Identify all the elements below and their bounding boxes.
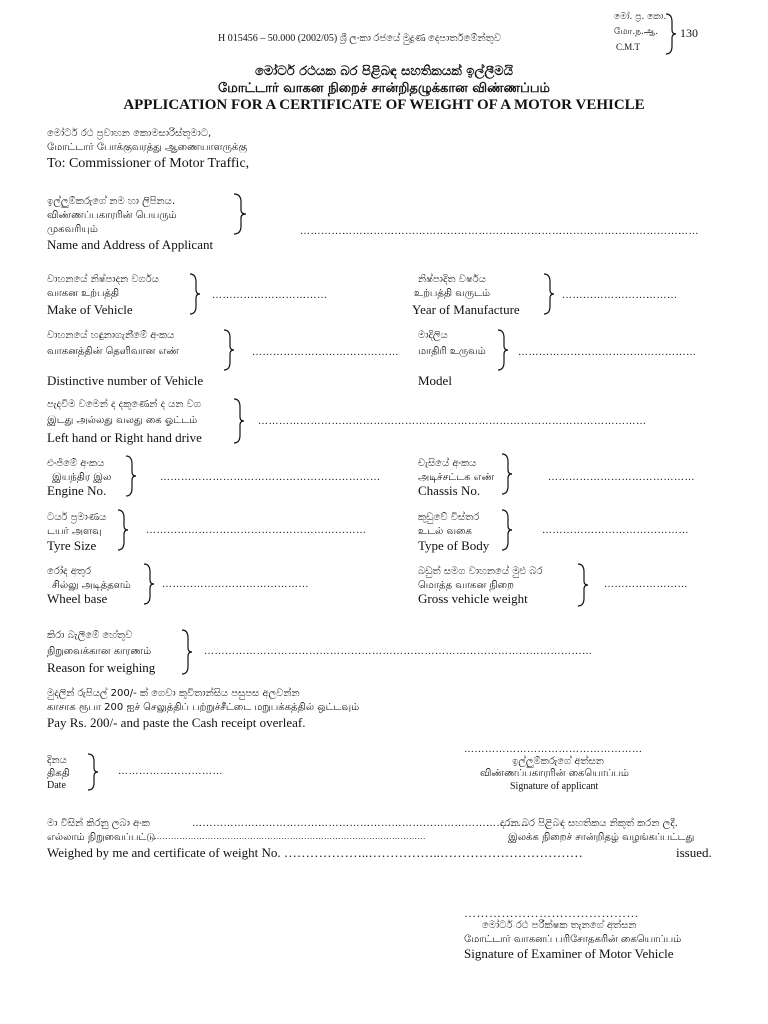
year-label-tamil: உற்பத்தி வருடம் xyxy=(414,288,491,299)
gross-label-english: Gross vehicle weight xyxy=(418,591,528,606)
office-code-sinhala: මෝ. ප්‍ර. කො. xyxy=(614,12,667,22)
name-brace xyxy=(232,192,248,236)
examiner-signature-tamil: மோட்டார் வாகனப் பரிசோதகரின் கையொப்பம் xyxy=(464,934,682,945)
tyre-field[interactable]: ……………………………………………………… xyxy=(146,525,367,536)
gross-label-tamil: மொத்த வாகன நிறை xyxy=(418,580,514,591)
tyre-brace xyxy=(116,508,130,552)
name-label-english: Name and Address of Applicant xyxy=(47,237,214,252)
reason-field[interactable]: ………………………………………………………………………………………………… xyxy=(204,646,593,657)
gross-label-sinhala: බඩුත් සමග වාහනයේ මුළු බර xyxy=(418,566,543,577)
name-label-tamil-2: முகவரியும் xyxy=(47,224,98,235)
body-field[interactable]: …………………………………… xyxy=(542,525,689,536)
distinctive-field[interactable]: …………………………………… xyxy=(252,347,399,358)
wheelbase-label-english: Wheel base xyxy=(47,591,108,606)
drive-brace xyxy=(232,397,246,445)
issued-tamil-dots: …………………………………………………………………………………… xyxy=(154,832,426,841)
payment-tamil: காசாக ரூபா 200 ஐச் செலுத்திப் பற்றுச்சீட்டை மறுபக்கத்தில் ஒட்டவும் xyxy=(47,702,360,713)
model-label-english: Model xyxy=(418,373,452,388)
year-label-english: Year of Manufacture xyxy=(412,302,520,317)
model-label-sinhala: මාදිලිය xyxy=(418,330,448,341)
payment-english: Pay Rs. 200/- and paste the Cash receipt overleaf. xyxy=(47,715,306,730)
tyre-label-tamil: டயர் அளவு xyxy=(47,526,102,537)
date-label-english: Date xyxy=(47,780,66,791)
model-field[interactable]: …………………………………………… xyxy=(518,347,697,358)
date-label-tamil: திகதி xyxy=(47,768,70,779)
reason-label-english: Reason for weighing xyxy=(47,660,156,675)
issued-left-tamil: எல்லாம் நிறுவைப்பட்டு xyxy=(47,832,156,843)
gross-brace xyxy=(576,562,590,608)
title-sinhala: මෝටර් රථයක බර පිළිබඳ සහතිකයක් ඉල්ලීමයි xyxy=(255,64,513,79)
chassis-brace xyxy=(500,452,514,496)
tyre-label-english: Tyre Size xyxy=(47,538,97,553)
reason-brace xyxy=(180,628,194,676)
date-field[interactable]: ………………………… xyxy=(118,766,223,777)
addressee-english: To: Commissioner of Motor Traffic, xyxy=(47,156,250,171)
reason-label-tamil: நிறுவைக்கான காரணம் xyxy=(47,646,152,657)
wheelbase-brace xyxy=(142,562,156,606)
payment-sinhala: මුදලින් රුපියල් 200/- ක් ගෙවා කුවිතාන්සිය පසුපස අලවන්න xyxy=(47,688,300,699)
reason-label-sinhala: කිරා බැලීමේ හේතුව xyxy=(47,630,133,641)
year-label-sinhala: නිෂ්පාදිත වර්ෂය xyxy=(418,274,486,285)
make-field[interactable]: …………………………… xyxy=(212,290,328,301)
tyre-label-sinhala: ටයර් ප්‍රමාණය xyxy=(47,512,107,523)
chassis-label-tamil: அடிச்சட்டக எண் xyxy=(418,472,495,483)
name-label-tamil-1: விண்ணப்பகாரரின் பெயரும் xyxy=(47,210,177,221)
drive-label-sinhala: පැදවීම වමෙන් ද දකුණෙන් ද යන වග xyxy=(47,399,202,410)
issued-english-end: issued. xyxy=(676,845,712,860)
body-label-tamil: உடல் வகை xyxy=(418,526,472,537)
issued-english: Weighed by me and certificate of weight No. ………………..……………..…………………………… xyxy=(47,845,583,860)
drive-label-tamil: இடது அல்லது வலது கை ஓட்டம் xyxy=(47,415,198,426)
wheelbase-label-sinhala: රෝද අතුර xyxy=(47,566,92,577)
year-brace xyxy=(542,272,556,316)
applicant-signature-english: Signature of applicant xyxy=(510,781,599,792)
gross-field[interactable]: …………………… xyxy=(604,579,688,590)
examiner-signature-english: Signature of Examiner of Motor Vehicle xyxy=(464,946,674,961)
applicant-signature-sinhala: ඉල්ලුම්කරුගේ අත්සන xyxy=(512,756,604,767)
year-field[interactable]: …………………………… xyxy=(562,290,678,301)
body-label-sinhala: කුඩුවේ විස්තර xyxy=(418,512,480,523)
name-label-sinhala: ඉල්ලුම්කරුගේ නම හා ලිපිනය. xyxy=(47,196,176,207)
applicant-signature-tamil: விண்ணப்பகாரரின் கையொப்பம் xyxy=(480,768,629,779)
examiner-signature-field[interactable]: …………………………………… xyxy=(464,906,639,920)
model-brace xyxy=(496,328,510,372)
certificate-number-field[interactable]: …………………………………………………………………………………… xyxy=(192,818,528,829)
name-address-field[interactable]: …………………………………………………………………………………………………… xyxy=(300,226,699,237)
wheelbase-field[interactable]: …………………………………… xyxy=(162,579,309,590)
date-brace xyxy=(86,752,100,792)
addressee-sinhala: මෝටර් රථ ප්‍රවාහන කොමසාරිස්තුමාට, xyxy=(47,128,212,139)
engine-brace xyxy=(124,454,138,498)
date-label-sinhala: දිනය xyxy=(47,755,67,766)
chassis-field[interactable]: …………………………………… xyxy=(548,472,695,483)
make-label-sinhala: වාහනයේ නිෂ්පාදන වර්ගය xyxy=(47,274,159,285)
form-number: 130 xyxy=(680,26,698,40)
make-brace xyxy=(188,272,202,316)
title-tamil: மோட்டார் வாகன நிறைச் சான்றிதழுக்கான விண்ணப்பம் xyxy=(218,81,550,96)
distinctive-brace xyxy=(222,328,236,372)
chassis-label-english: Chassis No. xyxy=(418,483,481,498)
body-label-english: Type of Body xyxy=(418,538,490,553)
drive-field[interactable]: ………………………………………………………………………………………………… xyxy=(258,416,647,427)
engine-field[interactable]: ……………………………………………………… xyxy=(160,472,381,483)
office-code-tamil: மோ.ந.ஆ. xyxy=(614,27,659,37)
make-label-tamil: வாகன உற்பத்தி xyxy=(47,288,120,299)
chassis-label-sinhala: චැසියේ අංකය xyxy=(418,458,477,469)
applicant-signature-field[interactable]: …………………………………………… xyxy=(464,744,643,755)
office-code-english: C.M.T xyxy=(616,42,641,52)
wheelbase-label-tamil: சில்லு அடித்தளம் xyxy=(52,580,131,591)
drive-label-english: Left hand or Right hand drive xyxy=(47,430,202,445)
print-code: H 015456 – 50.000 (2002/05) ශ්‍රී ලංකා රජයේ මුද්‍රණ දෙපාර්තමේන්තුව xyxy=(218,33,501,44)
header-brace xyxy=(664,12,678,56)
distinctive-label-tamil: வாகனத்தின் தெளிவான எண் xyxy=(47,346,180,357)
issued-right-tamil: இலக்க நிறைச் சான்றிதழ் வழங்கப்பட்டது xyxy=(508,832,695,843)
examiner-signature-sinhala: මෝටර් රථ පරීක්ෂක තැනගේ අත්සන xyxy=(482,920,637,931)
engine-label-sinhala: එංජිමේ අංකය xyxy=(47,458,105,469)
distinctive-label-sinhala: වාහනයේ හඳුනාගැනීමේ අංකය xyxy=(47,330,175,341)
issued-right-sinhala: දරන බර පිළිබඳ සහතිකය නිකුත් කරන ලදී. xyxy=(500,818,678,829)
make-label-english: Make of Vehicle xyxy=(47,302,133,317)
distinctive-label-english: Distinctive number of Vehicle xyxy=(47,373,204,388)
engine-label-tamil: இயந்திர இல xyxy=(52,472,112,483)
addressee-tamil: மோட்டார் போக்குவரத்து ஆணையாளருக்கு xyxy=(47,142,248,153)
issued-left-sinhala: මා විසින් කිරනු ලබා අංක xyxy=(47,818,150,829)
model-label-tamil: மாதிரி உருவம் xyxy=(418,346,486,357)
body-brace xyxy=(500,508,514,552)
title-english: APPLICATION FOR A CERTIFICATE OF WEIGHT OF A MOTOR VEHICLE xyxy=(123,97,645,113)
engine-label-english: Engine No. xyxy=(47,483,107,498)
